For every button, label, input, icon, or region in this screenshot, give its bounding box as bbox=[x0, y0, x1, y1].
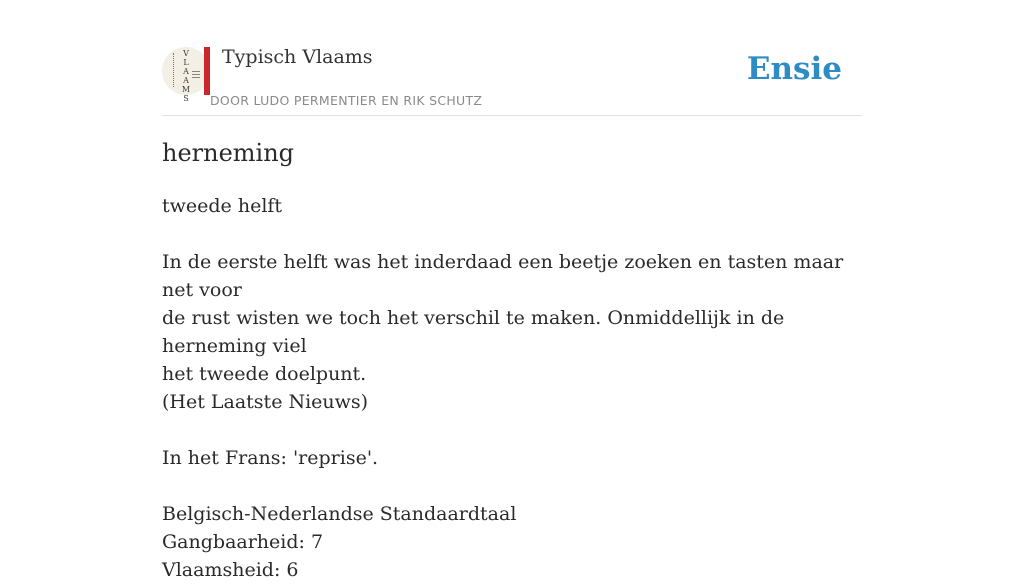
french-equivalent: In het Frans: 'reprise'. bbox=[162, 447, 379, 469]
logo-letters: V L A A M S bbox=[181, 49, 191, 103]
gangbaarheid: Gangbaarheid: 7 bbox=[162, 531, 324, 553]
vlaamsheid: Vlaamsheid: 6 bbox=[162, 559, 299, 581]
entry-title: herneming bbox=[162, 139, 295, 167]
entry-body bbox=[162, 192, 862, 584]
book-logo[interactable] bbox=[162, 47, 210, 103]
book-authors: DOOR LUDO PERMENTIER EN RIK SCHUTZ bbox=[210, 93, 483, 108]
book-title-link[interactable]: Typisch Vlaams bbox=[222, 46, 373, 68]
logo-red-bar bbox=[204, 47, 210, 95]
header bbox=[162, 0, 862, 116]
language-register: Belgisch-Nederlandse Standaardtaal bbox=[162, 503, 517, 525]
logo-dots bbox=[173, 53, 176, 87]
quote-source: (Het Laatste Nieuws) bbox=[162, 391, 369, 413]
quote-line: de rust wisten we toch het verschil te maken. Onmiddellijk in de herneming viel bbox=[162, 307, 785, 357]
ensie-logo-link[interactable]: Ensie bbox=[746, 51, 842, 87]
logo-lines bbox=[192, 71, 200, 80]
quote-line: In de eerste helft was het inderdaad een beetje zoeken en tasten maar net voor bbox=[162, 251, 844, 301]
content-container bbox=[162, 0, 862, 581]
quote-line: het tweede doelpunt. bbox=[162, 363, 367, 385]
entry-subtitle: tweede helft bbox=[162, 195, 283, 217]
